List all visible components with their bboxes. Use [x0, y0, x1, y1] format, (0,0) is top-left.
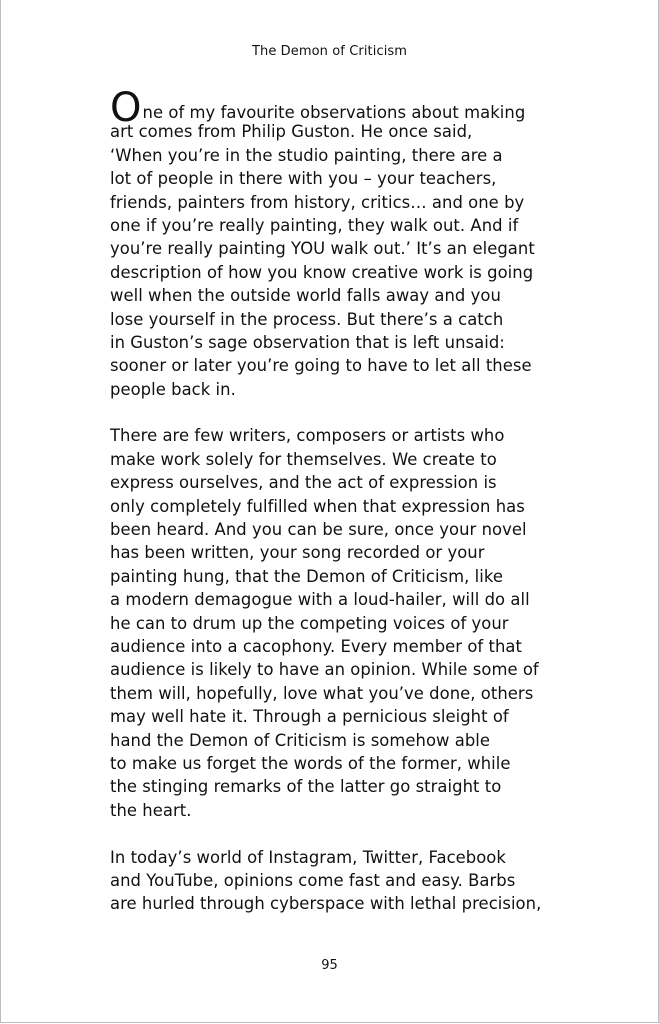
text-line: been heard. And you can be sure, once your novel	[110, 520, 527, 540]
text-line: a modern demagogue with a loud-hailer, will do all	[110, 590, 530, 610]
text-line: and YouTube, opinions come fast and easy. Barbs	[110, 870, 516, 890]
text-line: express ourselves, and the act of expression is	[110, 473, 497, 493]
text-line: hand the Demon of Criticism is somehow able	[110, 730, 491, 750]
text-line: well when the outside world falls away and you	[110, 286, 501, 306]
text-line: may well hate it. Through a pernicious sleight of	[110, 707, 509, 727]
text-line: lot of people in there with you – your teachers,	[110, 169, 497, 189]
paragraph-2	[110, 424, 590, 822]
text-line: people back in.	[110, 379, 236, 399]
text-line: the stinging remarks of the latter go straight to	[110, 777, 502, 797]
body-text	[110, 85, 590, 916]
text-line: in Guston’s sage observation that is left unsaid:	[110, 332, 505, 352]
text-line: make work solely for themselves. We create to	[110, 449, 497, 469]
text-line: description of how you know creative work is going	[110, 262, 534, 282]
text-line: to make us forget the words of the former, while	[110, 753, 511, 773]
paragraph-gap	[110, 822, 590, 845]
text-line: the heart.	[110, 800, 192, 820]
paragraph-1	[110, 85, 590, 401]
drop-cap: O	[110, 85, 142, 131]
text-line: are hurled through cyberspace with lethal precision,	[110, 894, 542, 914]
text-line: audience into a cacophony. Every member of that	[110, 636, 523, 656]
paragraph-3	[110, 846, 590, 916]
text-line: has been written, your song recorded or your	[110, 543, 485, 563]
text-line: There are few writers, composers or artists who	[110, 426, 505, 446]
text-line: In today’s world of Instagram, Twitter, Facebook	[110, 847, 506, 867]
text-line: sooner or later you’re going to have to let all these	[110, 356, 532, 376]
text-line: audience is likely to have an opinion. While some of	[110, 660, 539, 680]
text-line	[110, 85, 590, 131]
text-line: one if you’re really painting, they walk out. And if	[110, 215, 519, 235]
text-line-content: ne of my favourite observations about making	[142, 103, 526, 122]
text-line: only completely fulfilled when that expression has	[110, 496, 525, 516]
running-head: The Demon of Criticism	[251, 44, 408, 59]
text-line: them will, hopefully, love what you’ve done, others	[110, 683, 534, 703]
text-line: ‘When you’re in the studio painting, there are a	[110, 145, 503, 165]
text-line: art comes from Philip Guston. He once said,	[110, 122, 473, 142]
text-line: he can to drum up the competing voices of your	[110, 613, 509, 633]
text-line: painting hung, that the Demon of Criticism, like	[110, 566, 503, 586]
text-line: friends, painters from history, critics… and one by	[110, 192, 525, 212]
text-line: you’re really painting YOU walk out.’ It’s an elegant	[110, 239, 535, 259]
page-number: 95	[321, 958, 338, 973]
text-line: lose yourself in the process. But there’s a catch	[110, 309, 504, 329]
paragraph-gap	[110, 401, 590, 424]
